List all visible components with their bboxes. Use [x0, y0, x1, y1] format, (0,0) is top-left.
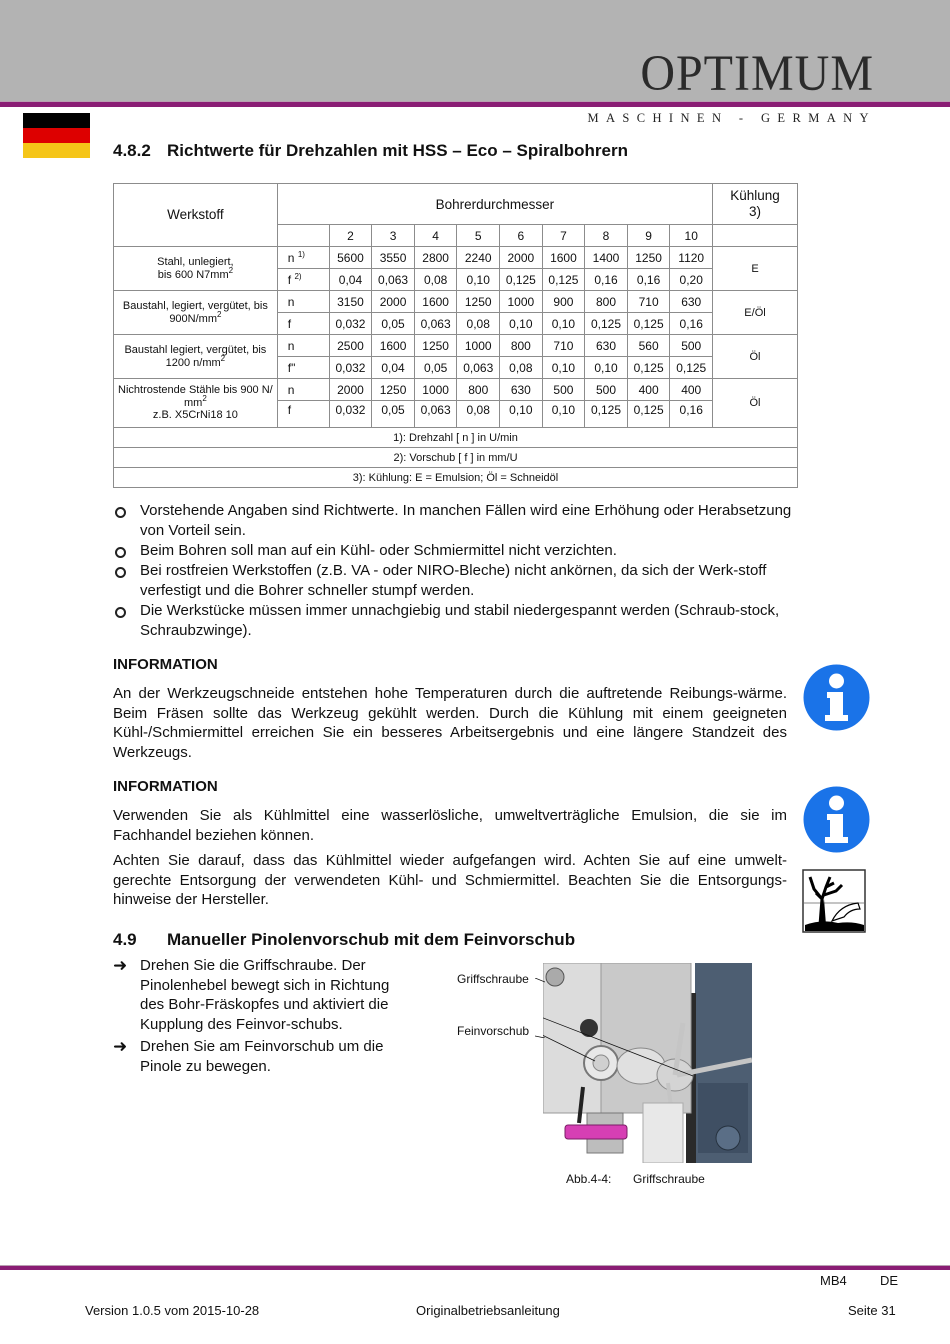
table-row: f" 0,032 0,04 0,05 0,063 0,08 0,10 0,10 0,125 0,125	[114, 357, 798, 379]
figure-label-griffschraube: Griffschraube	[457, 972, 529, 986]
table-footnote: 1): Drehzahl [ n ] in U/min	[114, 428, 798, 448]
table-row: f 0,032 0,05 0,063 0,08 0,10 0,10 0,125 0,125 0,16	[114, 401, 798, 428]
list-item: Die Werkstücke müssen immer unnachgiebig und stabil niedergespannt werden (Schraub-stock, Schraubzwinge).	[113, 601, 793, 641]
section-heading-4-8-2: 4.8.2 Richtwerte für Drehzahlen mit HSS – Eco – Spiralbohrern	[113, 141, 628, 160]
material-name: Nichtrostende Stähle bis 900 N/ $mm^2$ z.B. X5CrNi18 10	[114, 379, 278, 428]
information-icon	[803, 664, 870, 731]
cooling-value: Öl	[713, 335, 798, 379]
information-icon	[803, 786, 870, 853]
brand-tagline: MASCHINEN - GERMANY	[587, 111, 876, 125]
material-name: Baustahl legiert, vergütet, bis 1200 $n/mm^2$	[114, 335, 278, 379]
drill-machine-figure	[543, 963, 752, 1163]
list-item: ➜ Drehen Sie die Griffschraube. Der Pinolenhebel bewegt sich in Richtung des Bohr-Fräskopfes und aktiviert die Kupplung des Feinvor-schubs.	[113, 956, 390, 1033]
footer-language: DE	[880, 1273, 899, 1288]
arrow-right-icon: ➜	[113, 956, 128, 975]
header-rule	[0, 101, 950, 107]
table-footnote: 2): Vorschub [ f ] in mm/U	[114, 448, 798, 468]
bullet-circle-icon	[115, 567, 126, 578]
figure-label-feinvorschub: Feinvorschub	[457, 1024, 530, 1038]
bullet-circle-icon	[115, 607, 126, 618]
col-header-cooling: Kühlung 3)	[713, 184, 798, 225]
info-paragraph: Verwenden Sie als Kühlmittel eine wasserlösliche, umweltverträgliche Emulsion, die sie im Fachhandel beziehen können.	[113, 807, 787, 844]
table-row: Baustahl legiert, vergütet, bis 1200 $n/mm^2$ n 2500 1600 1250 1000 800 710 630 560 500 Öl	[114, 335, 798, 357]
footer-page-number: Seite 31	[848, 1303, 896, 1318]
figure-caption: Abb.4-4: Griffschraube	[566, 1172, 705, 1186]
list-item: Vorstehende Angaben sind Richtwerte. In manchen Fällen wird eine Erhöhung oder Herabsetzung von Vorteil sein.	[113, 501, 793, 541]
bullet-circle-icon	[115, 547, 126, 558]
info-heading: INFORMATION	[113, 656, 218, 673]
footer-doc-type: Originalbetriebsanleitung	[416, 1303, 560, 1318]
leader-lines	[535, 978, 545, 1038]
germany-flag-icon	[23, 113, 90, 158]
environment-hazard-icon	[802, 869, 866, 933]
col-header-diameter: Bohrerdurchmesser	[277, 184, 712, 225]
diameter-row: 2 3 4 5 6 7 8 9 10	[114, 225, 798, 247]
table-row: f $^{2)}$ 0,04 0,063 0,08 0,10 0,125 0,125 0,16 0,16 0,20	[114, 269, 798, 291]
table-row: Nichtrostende Stähle bis 900 N/ $mm^2$ z.B. X5CrNi18 10 n 2000 1250 1000 800 630 500 500 400 400 Öl	[114, 379, 798, 401]
footer-version: Version 1.0.5 vom 2015-10-28	[85, 1303, 260, 1318]
info-paragraph: Achten Sie darauf, dass das Kühlmittel wieder aufgefangen wird. Achten Sie auf eine umwelt-gerechte Entsorgung der verwendeten Kühl- und Schmiermittel. Beachten Sie die Entsorgungs-hinweise der Hersteller.	[113, 852, 787, 908]
info-paragraph: An der Werkzeugschneide entstehen hohe Temperaturen durch die auftretende Reibungs-wärme. Beim Fräsen sollte das Werkzeug gekühlt werden. Durch die Kühlung mit einem geeigneten Kühl-/Schmiermittel erreichen Sie ein besseres Arbeitsergebnis und eine längere Standzeit des Werkzeugs.	[113, 685, 787, 761]
arrow-right-icon: ➜	[113, 1037, 128, 1056]
table-footnote: 3): Kühlung: E = Emulsion; Öl = Schneidöl	[114, 468, 798, 488]
col-header-werkstoff: Werkstoff	[114, 184, 278, 247]
info-heading: INFORMATION	[113, 778, 218, 795]
material-name: Stahl, unlegiert, bis 600 $N7mm^2$	[114, 247, 278, 291]
list-item: Bei rostfreien Werkstoffen (z.B. VA - oder NIRO-Bleche) nicht ankörnen, da sich der Werk-stoff verfestigt und die Bohrer schneller stumpf werden.	[113, 561, 793, 601]
cooling-value: E/Öl	[713, 291, 798, 335]
table-row: Baustahl, legiert, vergütet, bis $900N/mm^2$ n 3150 2000 1600 1250 1000 900 800 710 630 E/Öl	[114, 291, 798, 313]
bullet-circle-icon	[115, 507, 126, 518]
list-item: Beim Bohren soll man auf ein Kühl- oder Schmiermittel nicht verzichten.	[113, 541, 793, 561]
table-row: Stahl, unlegiert, bis 600 $N7mm^2$ n $^{1)}$ 5600 3550 2800 2240 2000 1600 1400 1250 1120 E	[114, 247, 798, 269]
footer-rule	[0, 1265, 950, 1270]
notes-list	[113, 501, 793, 641]
cooling-value: Öl	[713, 379, 798, 428]
steps-list	[113, 956, 413, 1079]
table-row: f 0,032 0,05 0,063 0,08 0,10 0,10 0,125 0,125 0,16	[114, 313, 798, 335]
cooling-value: E	[713, 247, 798, 291]
section-heading-4-9: 4.9 Manueller Pinolenvorschub mit dem Feinvorschub	[113, 930, 576, 949]
brand-logo: OPTIMUM	[640, 45, 874, 102]
list-item: ➜ Drehen Sie am Feinvorschub um die Pinole zu bewegen.	[113, 1037, 384, 1075]
footer-model: MB4	[820, 1273, 847, 1288]
speed-table	[113, 183, 798, 488]
material-name: Baustahl, legiert, vergütet, bis $900N/mm^2$	[114, 291, 278, 335]
